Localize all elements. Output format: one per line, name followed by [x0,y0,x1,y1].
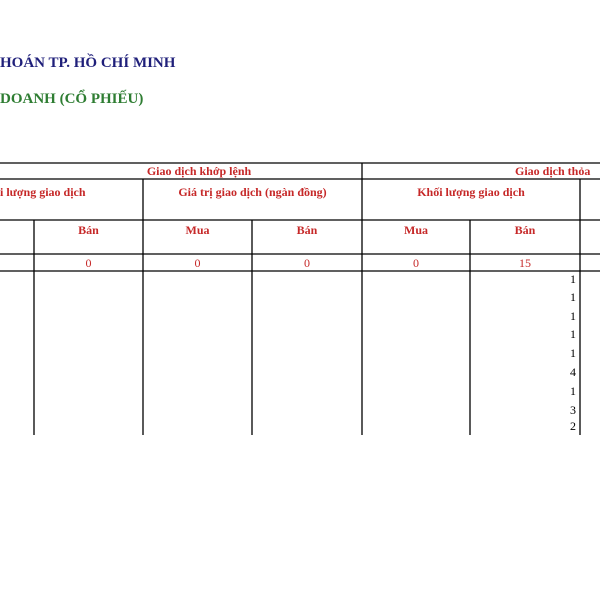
row-value-mua-thoa: 0 [413,256,419,270]
row-value-ban-khop: 0 [85,256,92,270]
header-giao-dich-thoa: Giao dịch thỏa [515,164,591,178]
list-item-digit: 1 [570,309,576,323]
page-subtitle: DOANH (CỔ PHIẾU) [0,91,144,107]
header-giao-dich-khop-lenh: Giao dịch khớp lệnh [146,164,252,178]
list-item-digit: 1 [570,327,576,341]
list-item-digit: 3 [570,403,576,417]
row-value-ban-thoa: 15 [519,256,531,270]
list-item-digit: 2 [570,419,576,433]
header-gia-tri-khop: Giá trị giao dịch (ngàn đồng) [178,185,327,199]
header-ban-3: Bán [514,223,536,237]
row-value-mua-gt: 0 [194,256,201,270]
header-ban-1: Bán [78,223,99,237]
header-ban-2: Bán [296,223,318,237]
list-item-digit: 4 [570,365,576,379]
list-item-digit: 1 [570,272,576,286]
header-mua-2: Mua [185,223,210,237]
row-value-ban-gt: 0 [304,256,310,270]
page-title: HOÁN TP. HỒ CHÍ MINH [0,55,176,71]
list-item-digit: 1 [570,384,576,398]
header-khoi-luong-thoa: Khối lượng giao dịch [417,185,525,199]
header-mua-3: Mua [404,223,428,237]
list-item-digit: 1 [570,290,576,304]
list-item-digit: 1 [570,346,576,360]
header-khoi-luong-khop: i lượng giao dịch [0,185,86,199]
